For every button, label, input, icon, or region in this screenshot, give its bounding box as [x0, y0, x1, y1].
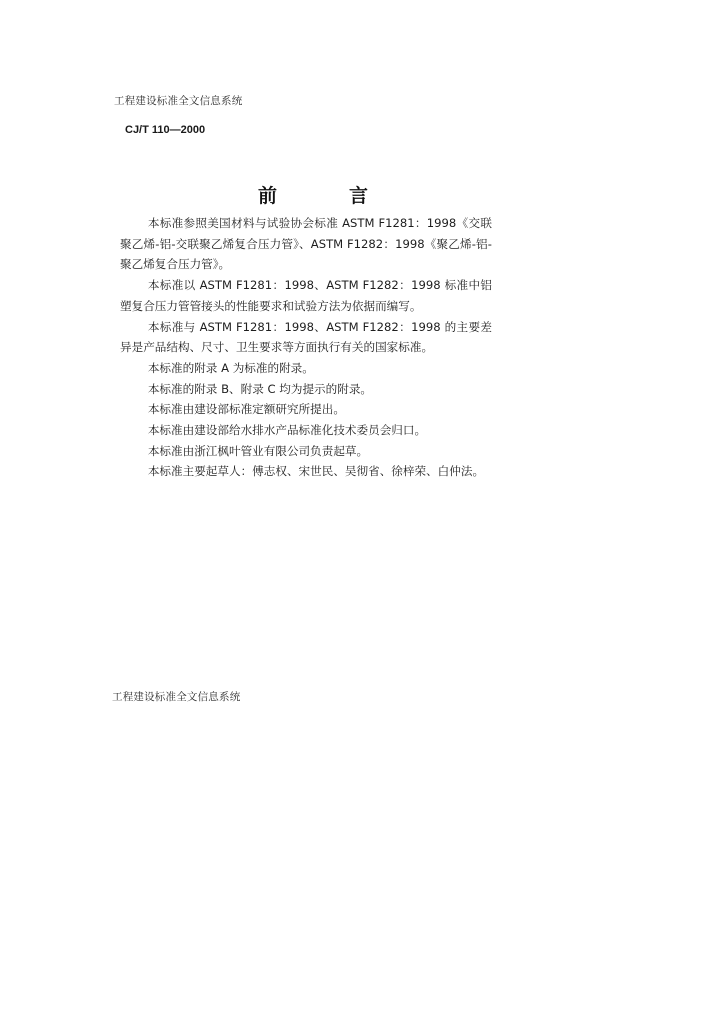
page-title	[258, 181, 368, 208]
paragraph-proposer: 本标准由建设部标准定额研究所提出。	[147, 402, 345, 417]
paragraph-basis: 本标准以 ASTM F1281：1998、ASTM F1282：1998 标准中铝塑复合压力管管接头的性能要求和试验方法为依据而编写。	[120, 278, 492, 313]
paragraph-drafter-org: 本标准由浙江枫叶管业有限公司负责起草。	[147, 443, 369, 458]
paragraph-drafters: 本标准主要起草人：傅志权、宋世民、吴彻省、徐梓荣、白仲法。	[147, 464, 485, 479]
paragraph-appendix-bc: 本标准的附录 B、附录 C 均为提示的附录。	[147, 381, 373, 396]
paragraph-appendix-a: 本标准的附录 A 为标准的附录。	[147, 360, 314, 375]
title-char-2: 言	[348, 185, 368, 207]
paragraph-differences: 本标准与 ASTM F1281：1998、ASTM F1282：1998 的主要差异是产品结构、尺寸、卫生要求等方面执行有关的国家标准。	[120, 319, 492, 355]
watermark-header: 工程建设标准全文信息系统	[114, 95, 243, 107]
watermark-footer: 工程建设标准全文信息系统	[112, 691, 241, 703]
preface-body	[120, 213, 492, 482]
paragraph-reference: 本标准参照美国材料与试验协会标准 ASTM F1281：1998《交联聚乙烯-铝-交联聚乙烯复合压力管》、ASTM F1282：1998《聚乙烯-铝-聚乙烯复合压力管》。	[120, 216, 492, 272]
title-char-1: 前	[258, 185, 278, 207]
paragraph-committee: 本标准由建设部给水排水产品标准化技术委员会归口。	[147, 423, 427, 438]
standard-code: CJ/T 110—2000	[125, 124, 206, 136]
